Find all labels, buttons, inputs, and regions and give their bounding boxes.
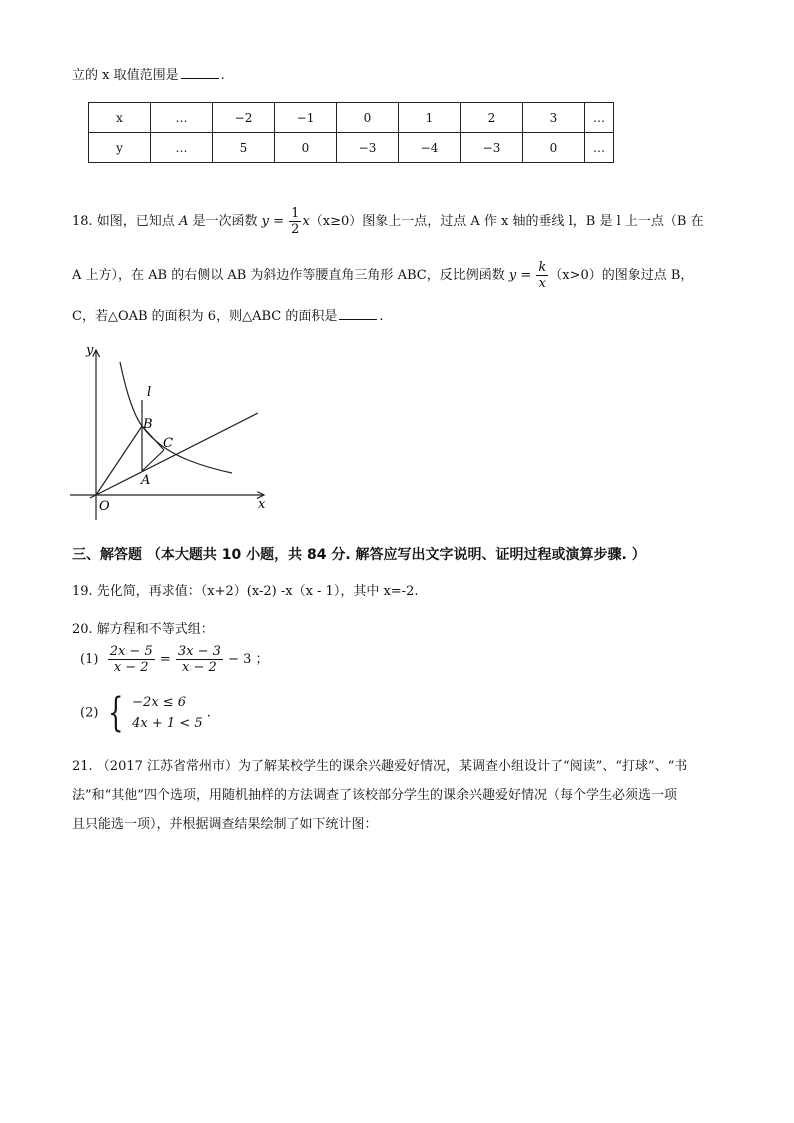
frac-numerator: 1	[291, 206, 300, 221]
table-cell: −4	[399, 133, 461, 163]
q18-line2	[72, 260, 693, 291]
point-label: A	[178, 214, 189, 229]
table-row	[89, 103, 614, 133]
frac-denominator: x − 2	[113, 660, 149, 675]
table-cell: 3	[523, 103, 585, 133]
table-cell: …	[585, 133, 614, 163]
q18-text: （x>0）的图象过点 B，	[549, 268, 694, 283]
q21-line1: 21. （2017 江苏省常州市）为了解某校学生的课余兴趣爱好情况，某调查小组设计了“阅读”、“打球”、“书	[72, 759, 688, 774]
section-heading: 三、解答题 （本大题共 10 小题，共 84 分. 解答应写出文字说明、证明过程或演算步骤. ）	[72, 547, 646, 563]
geometry-figure	[68, 340, 278, 525]
label-l: l	[147, 385, 152, 400]
table-cell: −3	[461, 133, 523, 163]
table-cell: …	[151, 133, 213, 163]
q20-title: 20. 解方程和不等式组：	[72, 622, 214, 637]
system-end: .	[206, 705, 211, 721]
q19-text: 19. 先化简，再求值：（x+2）(x-2) -x（x - 1），其中 x=-2.	[72, 584, 419, 599]
fraction-k-over-x	[536, 260, 548, 291]
fraction-half	[289, 206, 301, 237]
frac-denominator: x	[538, 276, 546, 291]
q18-end: .	[379, 309, 384, 324]
frac-denominator: x − 2	[182, 660, 217, 675]
table-row	[89, 133, 614, 163]
answer-blank	[339, 307, 377, 320]
q18-text: C，若△OAB 的面积为 6，则△ABC 的面积是	[72, 309, 338, 324]
q20-part2	[80, 692, 211, 734]
label-C: C	[163, 436, 173, 451]
table-cell: −1	[275, 103, 337, 133]
inequality-system	[132, 692, 202, 734]
func-var: y	[261, 214, 269, 229]
table-cell: …	[151, 103, 213, 133]
func-eq: =	[516, 268, 536, 283]
func-eq: =	[268, 214, 289, 229]
table-cell: 0	[275, 133, 337, 163]
intro-line	[72, 66, 225, 85]
table-cell: −2	[213, 103, 275, 133]
equals-sign: =	[159, 652, 171, 667]
table-cell: 0	[523, 133, 585, 163]
q21-line3: 且只能选一项），并根据调查结果绘制了如下统计图：	[72, 817, 378, 832]
part-label: (2)	[80, 705, 99, 721]
table-cell: −3	[337, 133, 399, 163]
table-cell: …	[585, 103, 614, 133]
fraction	[108, 644, 155, 675]
table-cell: x	[89, 103, 151, 133]
func-var: x	[302, 214, 310, 229]
frac-denominator: 2	[291, 222, 300, 237]
q18-line1	[72, 206, 704, 237]
brace-icon: {	[107, 690, 123, 736]
answer-blank	[181, 66, 219, 79]
table-cell: 2	[461, 103, 523, 133]
segment-CA	[142, 450, 164, 471]
segment-OB	[96, 426, 142, 495]
q18-text: （x≥0）图象上一点，过点 A 作 x 轴的垂线 l，B 是 l 上一点（B 在	[309, 214, 704, 229]
value-table	[88, 102, 614, 163]
table-cell: 1	[399, 103, 461, 133]
intro-end: .	[220, 68, 225, 83]
linear-function-line	[90, 413, 258, 498]
equation-tail: − 3 ；	[228, 652, 269, 667]
fraction	[176, 644, 223, 675]
q18-text: 18. 如图，已知点	[72, 214, 179, 229]
inequality: −2x ≤ 6	[132, 695, 187, 710]
label-O: O	[99, 499, 110, 514]
label-y: y	[86, 343, 94, 358]
label-x: x	[258, 497, 266, 512]
frac-numerator: k	[538, 260, 547, 275]
q20-part1	[80, 644, 269, 675]
func-var: y	[508, 268, 517, 283]
q21-line2: 法”和“其他”四个选项，用随机抽样的方法调查了该校部分学生的课余兴趣爱好情况（每个学生必须选一项	[72, 788, 677, 803]
frac-numerator: 3x − 3	[177, 644, 221, 659]
label-A: A	[141, 473, 151, 488]
inequality: 4x + 1 < 5	[132, 716, 203, 731]
table-cell: 0	[337, 103, 399, 133]
frac-numerator: 2x − 5	[109, 644, 153, 659]
part-label: (1)	[80, 652, 99, 667]
intro-text: 立的 x 取值范围是	[72, 68, 179, 83]
hyperbola-curve	[120, 362, 232, 473]
label-B: B	[143, 417, 153, 432]
q18-text: A 上方），在 AB 的右侧以 AB 为斜边作等腰直角三角形 ABC，反比例函数	[72, 268, 509, 283]
table-cell: 5	[213, 133, 275, 163]
q18-line3	[72, 307, 383, 326]
q18-text: 是一次函数	[188, 214, 262, 229]
table-cell: y	[89, 133, 151, 163]
